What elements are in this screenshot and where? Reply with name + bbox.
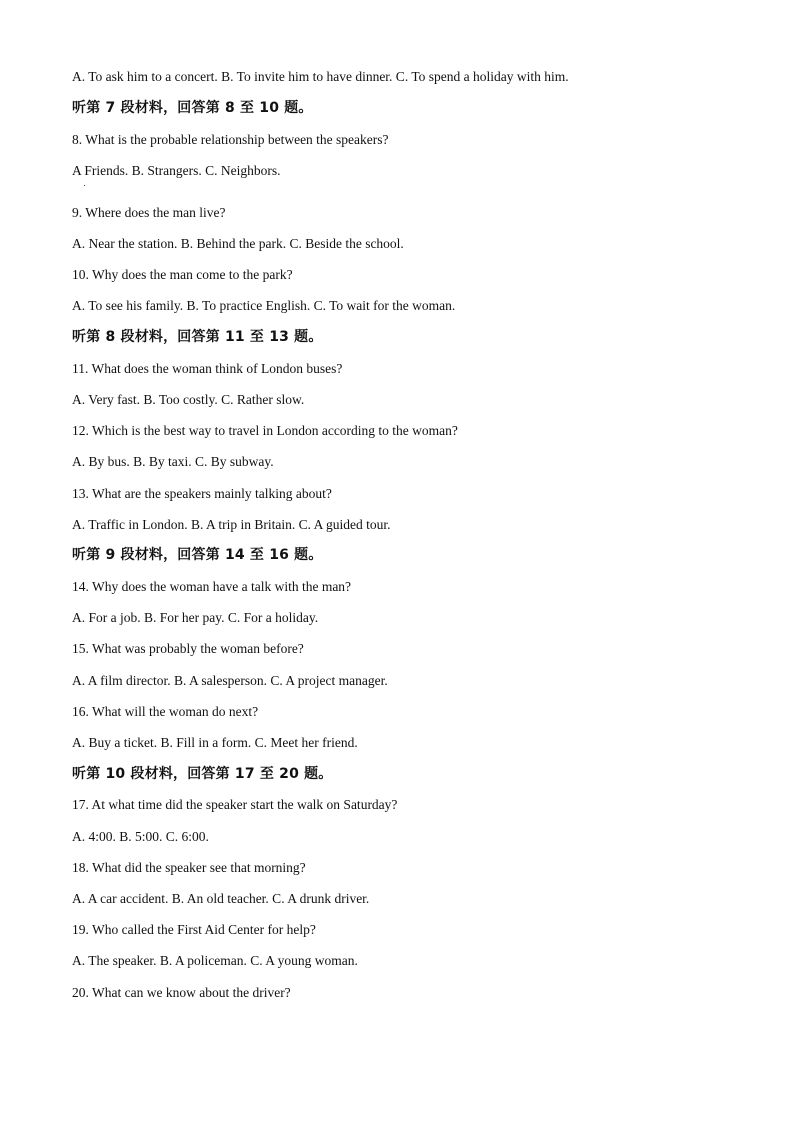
question-13: 13. What are the speakers mainly talking about? [72,486,332,501]
question-17: 17. At what time did the speaker start the walk on Saturday? [72,797,398,812]
answer-options-16: A. Buy a ticket. B. Fill in a form. C. Meet her friend. [72,735,358,750]
section-heading-8: 听第 8 段材料，回答第 11 至 13 题。 [72,329,323,345]
section-heading-9: 听第 9 段材料，回答第 14 至 16 题。 [72,547,323,563]
answer-options-8: A Friends. B. Strangers. C. Neighbors. [72,163,281,178]
section-heading-7: 听第 7 段材料，回答第 8 至 10 题。 [72,100,313,116]
question-11: 11. What does the woman think of London buses? [72,361,343,376]
question-20: 20. What can we know about the driver? [72,985,291,1000]
answer-options-17: A. 4:00. B. 5:00. C. 6:00. [72,829,209,844]
answer-options-15: A. A film director. B. A salesperson. C. A project manager. [72,673,388,688]
question-16: 16. What will the woman do next? [72,704,259,719]
answer-options-12: A. By bus. B. By taxi. C. By subway. [72,454,274,469]
answer-options-14: A. For a job. B. For her pay. C. For a holiday. [72,610,319,625]
question-15: 15. What was probably the woman before? [72,641,304,656]
question-9: 9. Where does the man live? [72,205,226,220]
answer-options-18: A. A car accident. B. An old teacher. C. A drunk driver. [72,891,370,906]
question-19: 19. Who called the First Aid Center for help? [72,922,316,937]
question-14: 14. Why does the woman have a talk with the man? [72,579,352,594]
stray-dot-mark [84,185,85,186]
answer-options-9: A. Near the station. B. Behind the park. C. Beside the school. [72,236,404,251]
question-8: 8. What is the probable relationship between the speakers? [72,132,389,147]
answer-options-19: A. The speaker. B. A policeman. C. A young woman. [72,953,358,968]
question-18: 18. What did the speaker see that morning? [72,860,306,875]
question-12: 12. Which is the best way to travel in London according to the woman? [72,423,458,438]
question-10: 10. Why does the man come to the park? [72,267,293,282]
answer-options-10: A. To see his family. B. To practice English. C. To wait for the woman. [72,298,456,313]
section-heading-10: 听第 10 段材料，回答第 17 至 20 题。 [72,766,333,782]
answer-options-13: A. Traffic in London. B. A trip in Britain. C. A guided tour. [72,517,391,532]
answer-options-11: A. Very fast. B. Too costly. C. Rather slow. [72,392,305,407]
answer-options-7: A. To ask him to a concert. B. To invite him to have dinner. C. To spend a holiday with him. [72,69,569,84]
